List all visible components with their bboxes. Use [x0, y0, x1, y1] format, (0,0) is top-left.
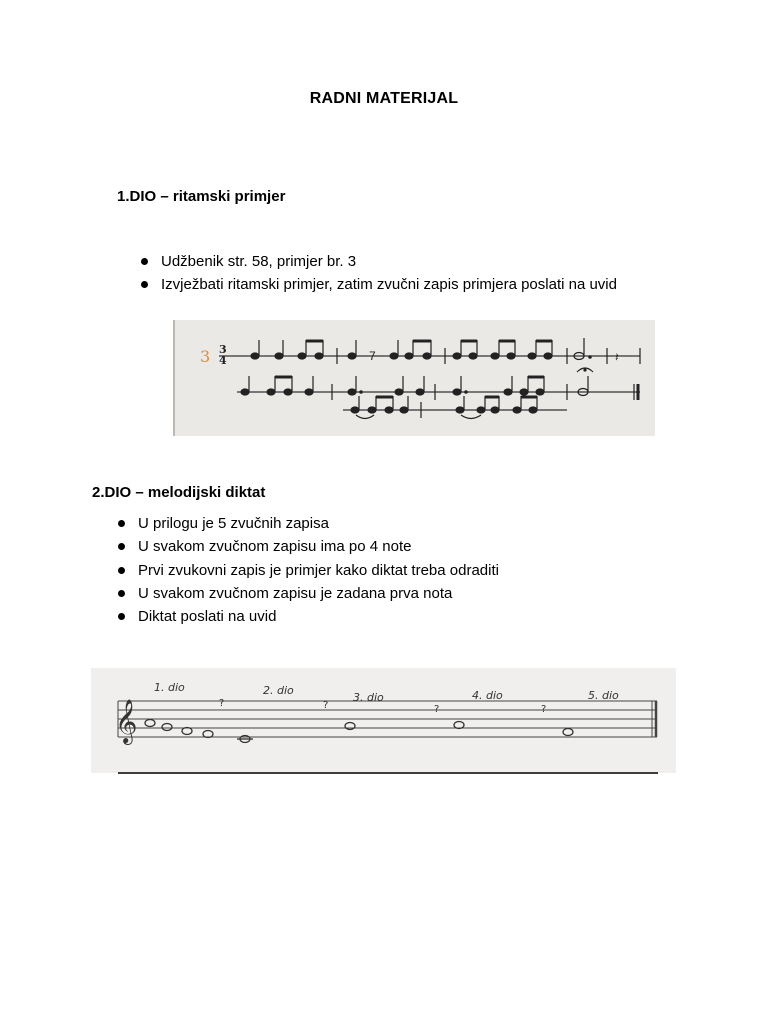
time-signature-bottom: 4	[219, 354, 227, 367]
staff-drawing	[91, 668, 676, 773]
svg-text:𝄽: 𝄽	[615, 350, 619, 364]
rhythm-example-image	[173, 320, 655, 436]
list-item-text: U svakom zvučnom zapisu ima po 4 note	[138, 538, 412, 556]
svg-text:?: ?	[541, 704, 547, 715]
staff-label: 2. dio	[263, 684, 294, 697]
list-item	[138, 535, 499, 558]
staff-label: 5. dio	[588, 689, 619, 702]
section2-heading: 2.DIO – melodijski diktat	[92, 484, 266, 501]
melodic-dictation-image	[91, 668, 676, 773]
bullet-icon	[118, 590, 125, 597]
treble-clef-icon: 𝄞	[115, 699, 138, 743]
staff-label: 3. dio	[353, 691, 384, 704]
section2-list	[138, 512, 499, 628]
section1-heading: 1.DIO – ritamski primjer	[117, 188, 286, 205]
image-edge-line	[118, 772, 658, 774]
list-item-text: U prilogu je 5 zvučnih zapisa	[138, 515, 329, 532]
bullet-icon	[141, 281, 148, 288]
list-item-text: Udžbenik str. 58, primjer br. 3	[161, 253, 357, 270]
rhythm-notation-drawing	[175, 320, 655, 436]
bullet-icon	[118, 520, 125, 527]
bullet-icon	[118, 567, 125, 574]
svg-text:?: ?	[434, 704, 440, 715]
staff-label: 1. dio	[154, 681, 185, 694]
list-item	[138, 582, 499, 605]
list-item	[138, 512, 499, 535]
staff-label: 4. dio	[472, 689, 503, 702]
list-item	[161, 273, 617, 296]
bullet-icon	[118, 613, 125, 620]
document-title: RADNI MATERIJAL	[309, 90, 459, 107]
svg-text:?: ?	[323, 700, 329, 711]
time-signature-top: 3	[219, 343, 227, 356]
list-item-text: Diktat poslati na uvid	[138, 608, 277, 626]
list-item-text: Prvi zvukovni zapis je primjer kako diktat treba odraditi	[138, 561, 499, 579]
list-item-text: U svakom zvučnom zapisu je zadana prva nota	[138, 584, 453, 602]
list-item-text: Izvježbati ritamski primjer, zatim zvučni zapis primjera poslati na uvid	[161, 276, 617, 294]
bullet-icon	[141, 258, 148, 265]
section1-list	[161, 250, 617, 297]
svg-text:7: 7	[369, 349, 376, 363]
example-number: 3	[200, 347, 211, 366]
list-item	[138, 605, 499, 628]
list-item	[161, 250, 617, 273]
list-item	[138, 559, 499, 582]
svg-text:?: ?	[219, 698, 225, 709]
bullet-icon	[118, 543, 125, 550]
